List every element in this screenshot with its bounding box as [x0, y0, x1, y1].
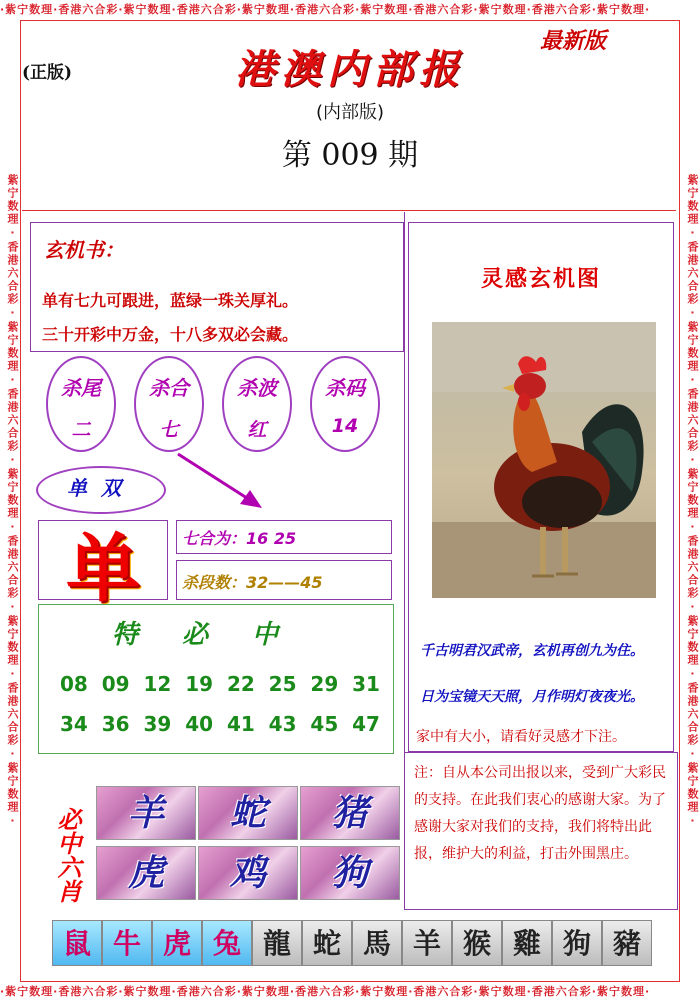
header-divider — [22, 210, 676, 211]
zodiac-tile: 猪 — [300, 786, 400, 840]
number-cell: 39 — [143, 712, 172, 736]
oval-kill-combo — [134, 356, 204, 452]
zodiac-tile: 虎 — [96, 846, 196, 900]
number-cell: 31 — [352, 672, 380, 696]
zodiac-bar — [52, 920, 652, 966]
oval-label: 杀合 — [149, 376, 189, 400]
segment-text: 杀段数：32——45 — [182, 573, 323, 592]
oval-value: 二 — [71, 419, 91, 441]
number-cell: 36 — [101, 712, 130, 736]
number-cell: 45 — [310, 712, 339, 736]
six-zodiac-label: 必中六肖 — [53, 807, 82, 903]
zodiac-cell: 羊 — [402, 920, 452, 966]
oval-value: 14 — [331, 415, 359, 437]
zodiac-cell: 蛇 — [302, 920, 352, 966]
zodiac-cell: 馬 — [352, 920, 402, 966]
zodiac-cell: 虎 — [152, 920, 202, 966]
number-cell: 22 — [226, 672, 255, 696]
page-subtitle: (内部版) — [315, 102, 385, 123]
zodiac-cell: 猴 — [452, 920, 502, 966]
number-row-1 — [60, 672, 380, 696]
zodiac-cell: 狗 — [552, 920, 602, 966]
special-title: 特必中 — [111, 620, 322, 650]
number-cell: 25 — [268, 672, 297, 696]
page-title: 港澳内部报 — [235, 46, 465, 93]
notice-text: 注：自从本公司出报以来，受到广大彩民的支持。在此我们衷心的感谢大家。为了感谢大家对我们的支持，我们将特出此报，维护大的利益，打击外围黑庄。 — [414, 765, 666, 862]
number-cell: 08 — [60, 672, 88, 696]
number-cell: 43 — [268, 712, 297, 736]
arrow-icon — [170, 448, 270, 518]
oval-label: 杀码 — [325, 376, 365, 400]
zodiac-cell: 牛 — [102, 920, 152, 966]
oval-value: 红 — [247, 419, 267, 441]
odd-even-oval: 单双 — [36, 466, 166, 514]
zodiac-tile: 蛇 — [198, 786, 298, 840]
number-cell: 29 — [310, 672, 339, 696]
zodiac-cell: 兔 — [202, 920, 252, 966]
inspiration-title: 灵感玄机图 — [480, 266, 601, 292]
big-odd-char: 单 — [66, 526, 140, 612]
border-top-text: ·紫宁数理·香港六合彩·紫宁数理·香港六合彩·紫宁数理·香港六合彩·紫宁数理·香港六合彩·紫宁数理·香港六合彩·紫宁数理· — [0, 3, 651, 16]
mystic-line-2: 三十开彩中万金，十八多双必会藏。 — [42, 325, 299, 344]
verse-line-2: 日为宝镜天天照，月作明灯夜夜光。 — [420, 689, 644, 705]
zodiac-tile: 鸡 — [198, 846, 298, 900]
zodiac-cell: 雞 — [502, 920, 552, 966]
oval-label: 杀波 — [237, 376, 277, 400]
zodiac-tile: 狗 — [300, 846, 400, 900]
mystic-title: 玄机书： — [44, 238, 124, 262]
zodiac-tile: 羊 — [96, 786, 196, 840]
oval-kill-number — [310, 356, 380, 452]
number-cell: 19 — [185, 672, 214, 696]
latest-tag: 最新版 — [540, 28, 607, 54]
oval-label: 杀尾 — [61, 376, 101, 400]
seven-combo-text: 七合为：16 25 — [182, 529, 297, 548]
border-left-text: 紫宁数理·香港六合彩·紫宁数理·香港六合彩·紫宁数理·香港六合彩·紫宁数理·香港六合彩·紫宁数理· — [6, 173, 19, 829]
border-bottom-text: ·紫宁数理·香港六合彩·紫宁数理·香港六合彩·紫宁数理·香港六合彩·紫宁数理·香港六合彩·紫宁数理·香港六合彩·紫宁数理· — [0, 985, 651, 998]
number-row-2 — [60, 712, 380, 736]
number-cell: 34 — [60, 712, 88, 736]
oval-value: 七 — [159, 419, 179, 441]
zodiac-cell: 豬 — [602, 920, 652, 966]
reminder-note: 家中有大小，请看好灵感才下注。 — [416, 729, 626, 745]
number-cell: 41 — [226, 712, 255, 736]
rooster-image — [432, 322, 656, 598]
rooster-icon — [432, 322, 656, 598]
zodiac-cell: 龍 — [252, 920, 302, 966]
edition-tag: (正版) — [22, 63, 73, 83]
number-cell: 12 — [143, 672, 172, 696]
number-cell: 09 — [101, 672, 130, 696]
oval-kill-tail — [46, 356, 116, 452]
number-cell: 40 — [185, 712, 214, 736]
mystic-line-1: 单有七九可跟进，蓝绿一珠关厚礼。 — [42, 291, 299, 310]
border-right-text: 紫宁数理·香港六合彩·紫宁数理·香港六合彩·紫宁数理·香港六合彩·紫宁数理·香港六合彩·紫宁数理· — [686, 173, 699, 829]
oval-kill-wave — [222, 356, 292, 452]
number-cell: 47 — [352, 712, 380, 736]
verse-line-1: 千古明君汉武帝，玄机再创九为住。 — [420, 643, 644, 659]
issue-number: 第 009 期 — [281, 138, 419, 173]
zodiac-cell: 鼠 — [52, 920, 102, 966]
